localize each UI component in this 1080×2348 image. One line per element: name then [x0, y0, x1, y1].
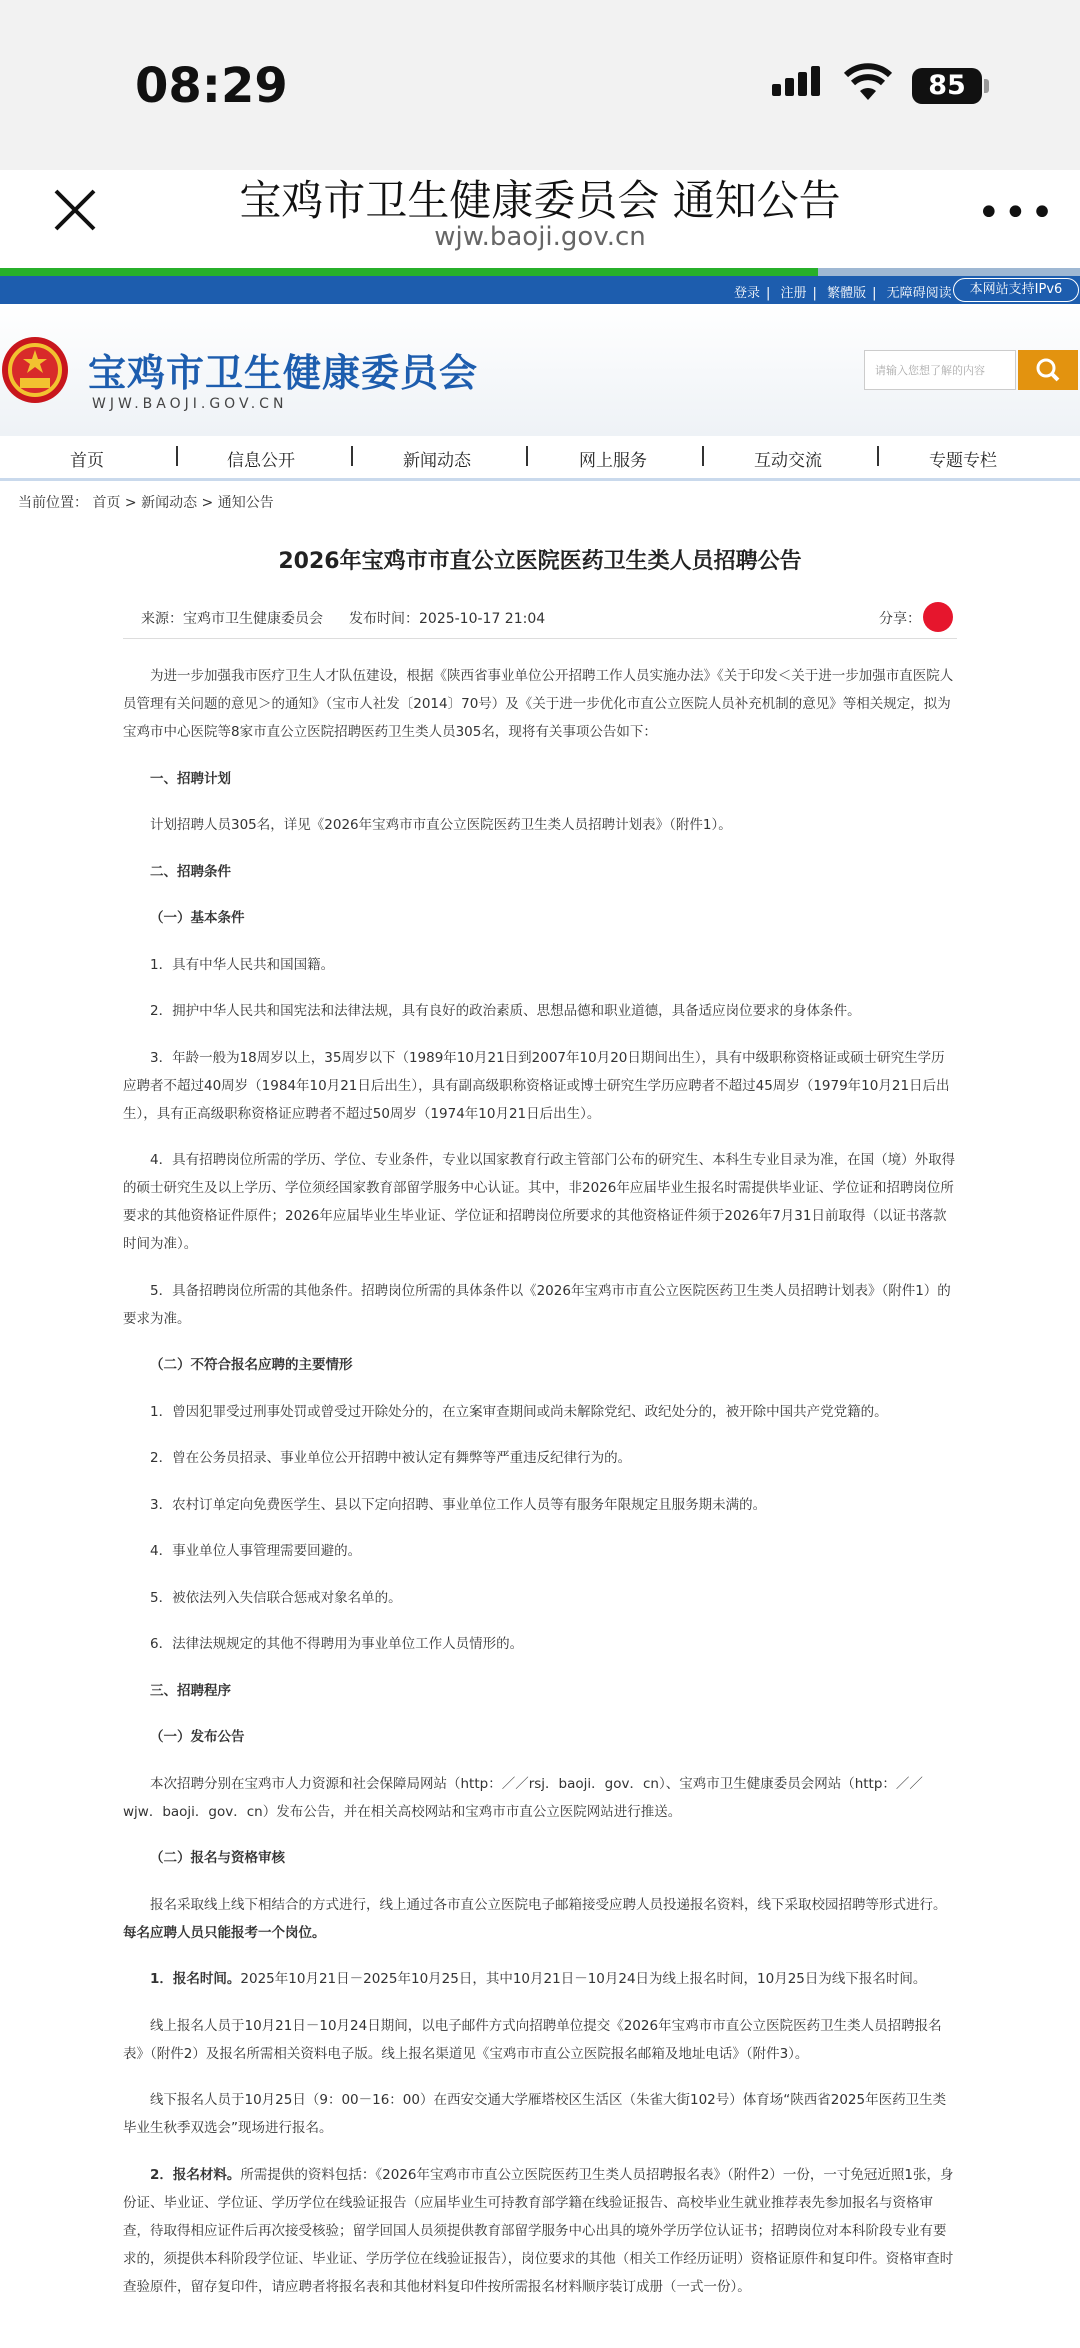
- top-links: 登录 | 注册 | 繁體版 | 无障碍阅读: [734, 286, 952, 301]
- site-domain: WJW.BAOJI.GOV.CN: [92, 396, 288, 412]
- site-top-bar: [0, 276, 1080, 304]
- article-paragraph: [123, 1537, 957, 1565]
- site-name: 宝鸡市卫生健康委员会: [88, 351, 479, 395]
- nav-info[interactable]: 信息公开: [227, 451, 295, 471]
- paragraph-text: 所需提供的资料包括：《2026年宝鸡市市直公立医院医药卫生类人员招聘报名表》（附件2）一份，一寸免冠近照1张，身份证、毕业证、学位证、学历学位在线验证报告（应届毕业生可持教育部学籍在线验证报告、高校毕业生就业推荐表先参加报名与资格审查，待取得相应证件后再次接受核验；留学回国人员须提供教育部留学服务中心出具的境外学历学位认证书；招聘岗位对本科阶段专业有要求的，须提供本科阶段学位证、毕业证、学历学位在线验证报告），岗位要求的其他（相关工作经历证明）资格证原件和复印件。资格审查时查验原件，留存复印件，请应聘者将报名表和其他材料复印件按所需报名材料顺序装订成册（一式一份）。: [123, 2166, 954, 2295]
- nav-topics[interactable]: 专题专栏: [929, 451, 997, 471]
- status-bar: [0, 0, 1080, 170]
- article-paragraph: [123, 1965, 957, 1993]
- paragraph-text: 2025年10月21日－2025年10月25日，其中10月21日－10月24日为线上报名时间，10月25日为线下报名时间。: [240, 1971, 927, 1987]
- battery-icon: 85: [912, 68, 982, 104]
- site-header: [0, 304, 1080, 436]
- traditional-link[interactable]: 繁體版: [827, 286, 867, 301]
- page-url: wjw.baoji.gov.cn: [434, 222, 646, 252]
- paragraph-text: 为进一步加强我市医疗卫生人才队伍建设，根据《陕西省事业单位公开招聘工作人员实施办法》《关于印发＜关于进一步加强市直医院人员管理有关问题的意见＞的通知》（宝市人社发〔2014〕70号）及《关于进一步优化市直公立医院人员补充机制的意见》等相关规定，拟为宝鸡市中心医院等8家市直公立医院招聘医药卫生类人员305名，现将有关事项公告如下：: [123, 668, 954, 740]
- article-paragraph: [123, 1723, 957, 1751]
- paragraph-text: 报名采取线上线下相结合的方式进行，线上通过各市直公立医院电子邮箱接受应聘人员投递报名资料，线下采取校园招聘等形式进行。: [150, 1896, 947, 1913]
- share-label: 分享：: [879, 611, 921, 627]
- article-paragraph: [123, 858, 957, 886]
- more-icon[interactable]: •••: [977, 190, 1057, 236]
- main-nav: [0, 436, 1080, 481]
- paragraph-text: 本次招聘分别在宝鸡市人力资源和社会保障局网站（http：／／rsj．baoji．gov．cn）、宝鸡市卫生健康委员会网站（http：／／wjw．baoji．gov．cn）发布公告，并在相关高校网站和宝鸡市市直公立医院网站进行推送。: [123, 1775, 923, 1820]
- article-date: 发布时间：2025-10-17 21:04: [349, 611, 546, 627]
- signal-icon: [772, 66, 824, 96]
- paragraph-text: 4．事业单位人事管理需要回避的。: [150, 1543, 362, 1559]
- paragraph-lead: 2．报名材料。: [150, 2166, 241, 2183]
- nav-news[interactable]: 新闻动态: [403, 451, 471, 471]
- nav-services[interactable]: 网上服务: [579, 451, 647, 471]
- article-paragraph: [123, 1584, 957, 1612]
- accessibility-link[interactable]: 无障碍阅读: [886, 286, 952, 301]
- article-paragraph: [123, 765, 957, 793]
- paragraph-text: 6．法律法规规定的其他不得聘用为事业单位工作人员情形的。: [150, 1636, 524, 1652]
- article-paragraph: [123, 811, 957, 839]
- paragraph-text: 2．曾在公务员招录、事业单位公开招聘中被认定有舞弊等严重违反纪律行为的。: [150, 1450, 632, 1466]
- article-paragraph: [123, 2086, 957, 2142]
- paragraph-text: 一、招聘计划: [150, 770, 231, 787]
- paragraph-text: 1．曾因犯罪受过刑事处罚或曾受过开除处分的，在立案审查期间或尚未解除党纪、政纪处分的，被开除中国共产党党籍的。: [150, 1403, 888, 1420]
- page-title: 宝鸡市卫生健康委员会 通知公告: [239, 176, 841, 225]
- paragraph-text: （二）不符合报名应聘的主要情形: [150, 1357, 353, 1373]
- paragraph-text: （一）基本条件: [150, 910, 245, 926]
- article-paragraph: [123, 2012, 957, 2068]
- paragraph-text: 5．具备招聘岗位所需的其他条件。招聘岗位所需的具体条件以《2026年宝鸡市市直公立医院医药卫生类人员招聘计划表》（附件1）的要求为准。: [123, 1282, 951, 1327]
- paragraph-text: 2．拥护中华人民共和国宪法和法律法规，具有良好的政治素质、思想品德和职业道德，具备适应岗位要求的身体条件。: [150, 1003, 861, 1019]
- article-paragraph: [123, 1891, 957, 1947]
- article-paragraph: [123, 1630, 957, 1658]
- search-input[interactable]: 请输入您想了解的内容: [864, 350, 1016, 390]
- article-paragraph: [123, 1444, 957, 1472]
- paragraph-lead: 1．报名时间。: [150, 1971, 241, 1987]
- paragraph-text: 线下报名人员于10月25日（9：00－16：00）在西安交通大学雁塔校区生活区（朱雀大街102号）体育场“陕西省2025年医药卫生类毕业生秋季双选会”现场进行报名。: [123, 2092, 947, 2136]
- article-paragraph: [123, 662, 957, 746]
- article-paragraph: [123, 1677, 957, 1705]
- paragraph-emphasis: 每名应聘人员只能报考一个岗位。: [123, 1924, 326, 1941]
- weibo-share-icon[interactable]: [923, 602, 953, 632]
- paragraph-text: 三、招聘程序: [150, 1682, 231, 1699]
- article-paragraph: [123, 1491, 957, 1519]
- ipv6-badge: 本网站支持IPv6: [953, 278, 1079, 302]
- nav-interact[interactable]: 互动交流: [754, 451, 822, 471]
- article-paragraph: [123, 951, 957, 979]
- paragraph-text: 4．具有招聘岗位所需的学历、学位、专业条件，专业以国家教育行政主管部门公布的研究生、本科生专业目录为准，在国（境）外取得的硕士研究生及以上学历、学位须经国家教育部留学服务中心认证。其中，非2026年应届毕业生报名时需提供毕业证、学位证和招聘岗位所要求的其他资格证件原件；2026年应届毕业生毕业证、学位证和招聘岗位所要求的其他资格证件须于2026年7月31日前取得（以证书落款时间为准）。: [123, 1152, 956, 1252]
- article-paragraph: [123, 1844, 957, 1872]
- article-meta: [123, 596, 957, 639]
- national-emblem-icon: [0, 334, 70, 410]
- article-paragraph: [123, 1044, 957, 1128]
- article-paragraph: [123, 904, 957, 932]
- breadcrumb: 当前位置： 首页 > 新闻动态 > 通知公告: [18, 495, 274, 511]
- article-paragraph: [123, 1277, 957, 1333]
- paragraph-text: 二、招聘条件: [150, 863, 231, 880]
- article-paragraph: [123, 1351, 957, 1379]
- article-body: [123, 662, 957, 2319]
- article-title: 2026年宝鸡市市直公立医院医药卫生类人员招聘公告: [278, 549, 802, 574]
- paragraph-text: （一）发布公告: [150, 1729, 245, 1745]
- paragraph-text: 1．具有中华人民共和国国籍。: [150, 956, 335, 973]
- article-paragraph: [123, 997, 957, 1025]
- status-time: 08:29: [135, 58, 288, 114]
- article-paragraph: [123, 1146, 957, 1258]
- search-button[interactable]: [1018, 350, 1078, 390]
- paragraph-text: （二）报名与资格审核: [150, 1850, 285, 1866]
- nav-home[interactable]: 首页: [70, 451, 104, 471]
- article-source: 来源：宝鸡市卫生健康委员会: [141, 611, 323, 627]
- load-progress-bar: [0, 268, 1080, 276]
- paragraph-text: 计划招聘人员305名，详见《2026年宝鸡市市直公立医院医药卫生类人员招聘计划表》（附件1）。: [150, 817, 732, 833]
- article-paragraph: [123, 1398, 957, 1426]
- paragraph-text: 3．年龄一般为18周岁以上，35周岁以下（1989年10月21日到2007年10月20日期间出生），具有中级职称资格证或硕士研究生学历应聘者不超过40周岁（1984年10月21日后出生），具有副高级职称资格证或博士研究生学历应聘者不超过45周岁（1979年10月21日后出生），具有正高级职称资格证应聘者不超过50周岁（1974年10月21日后出生）。: [123, 1049, 950, 1122]
- wifi-icon: [843, 62, 893, 102]
- article-paragraph: [123, 1770, 957, 1826]
- paragraph-text: 5．被依法列入失信联合惩戒对象名单的。: [150, 1589, 402, 1606]
- article-paragraph: [123, 2161, 957, 2301]
- paragraph-text: 3．农村订单定向免费医学生、县以下定向招聘、事业单位工作人员等有服务年限规定且服务期未满的。: [150, 1496, 767, 1513]
- login-link[interactable]: 登录: [734, 286, 761, 301]
- register-link[interactable]: 注册: [780, 286, 807, 301]
- search-icon: [1018, 350, 1078, 390]
- paragraph-text: 线上报名人员于10月21日－10月24日期间，以电子邮件方式向招聘单位提交《2026年宝鸡市市直公立医院医药卫生类人员招聘报名表》（附件2）及报名所需相关资料电子版。线上报名渠道见《宝鸡市市直公立医院报名邮箱及地址电话》（附件3）。: [123, 2017, 942, 2062]
